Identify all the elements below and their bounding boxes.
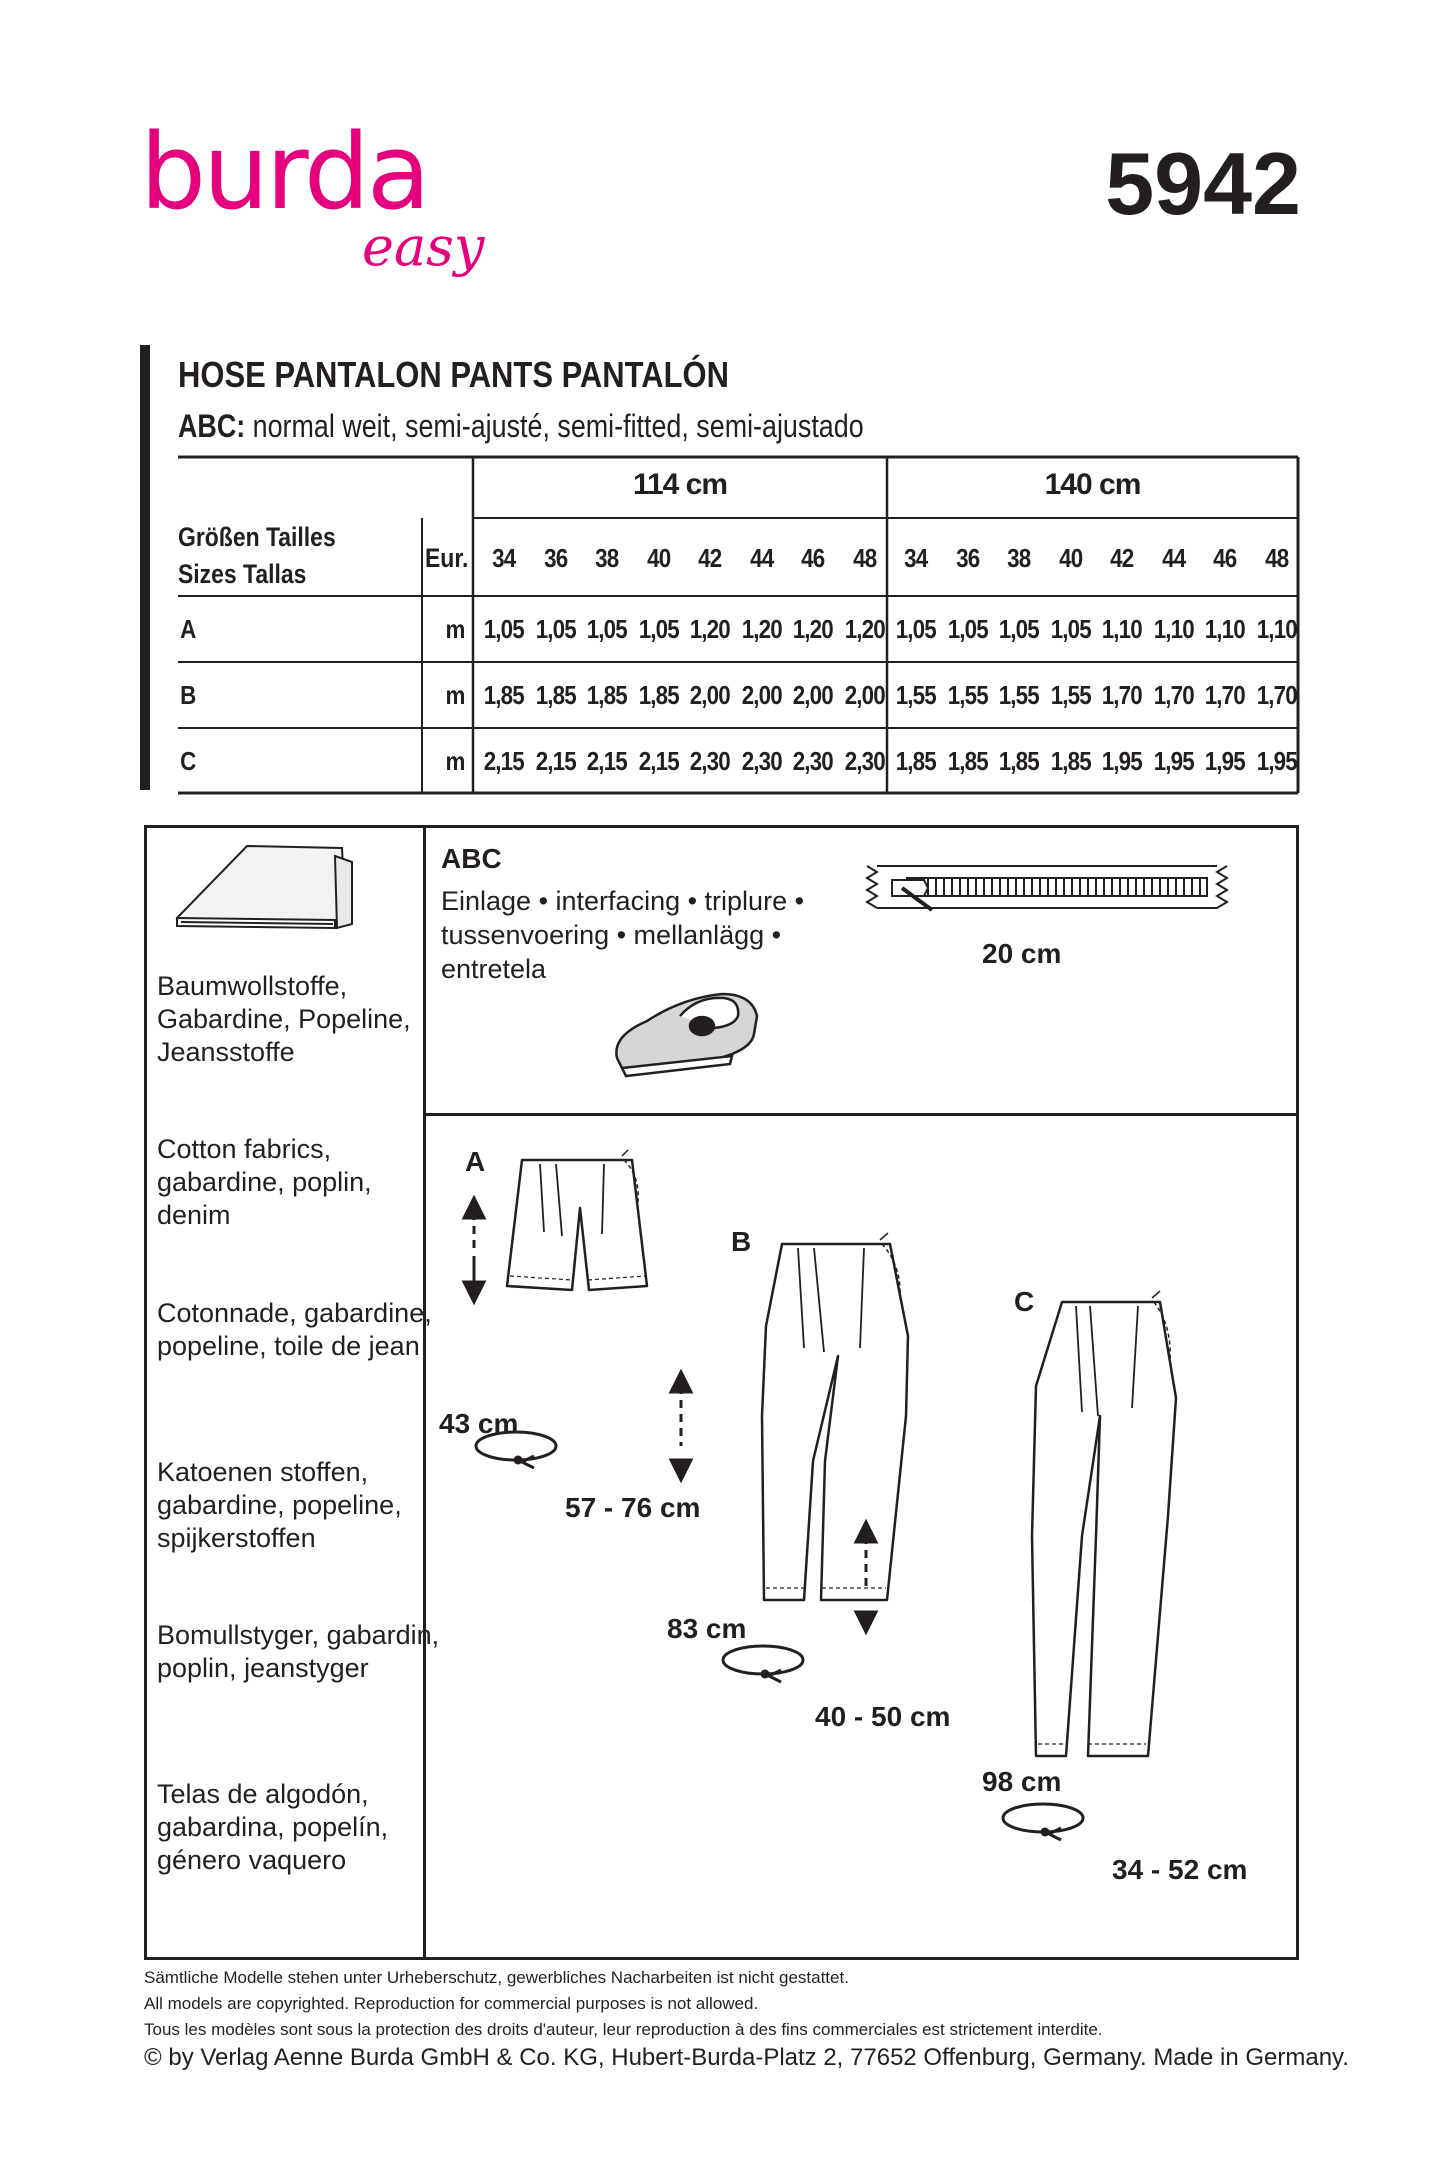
interfacing-line-1: Einlage • interfacing • triplure • (441, 886, 805, 916)
fit-views: ABC: (178, 408, 246, 444)
length-c: 98 cm (982, 1766, 1062, 1797)
footer-copyright-en: All models are copyrighted. Reproduction for commercial purposes is not allowed. (144, 1994, 759, 2013)
sizes-label-1: Größen Tailles (178, 522, 336, 552)
yardage-140-c-48: 1,95 (1256, 746, 1297, 776)
fabric-notions-box (144, 825, 1299, 1960)
hem-loop-b (723, 1646, 803, 1682)
yardage-114-b-34: 1,85 (483, 680, 524, 710)
width-140: 140 cm (1044, 468, 1141, 501)
size-140-42: 42 (1110, 543, 1134, 573)
yardage-140-b-36: 1,55 (947, 680, 988, 710)
zipper-length: 20 cm (982, 938, 1062, 969)
yardage-114-c-42: 2,30 (689, 746, 730, 776)
pattern-number: 5942 (1105, 134, 1301, 233)
yardage-140-b-48: 1,70 (1256, 680, 1297, 710)
size-114-34: 34 (492, 543, 516, 573)
fit-text: normal weit, semi-ajusté, semi-fitted, semi-ajustado (245, 408, 864, 444)
yardage-140-b-38: 1,55 (998, 680, 1039, 710)
view-a-sketch (507, 1150, 647, 1290)
size-114-48: 48 (852, 543, 876, 573)
yardage-140-a-42: 1,10 (1101, 614, 1142, 644)
row-label-b: B (180, 680, 196, 710)
yardage-114-a-36: 1,05 (535, 614, 576, 644)
fabric-text-sv: Bomullstyger, gabardin, poplin, jeanstyger (157, 1620, 440, 1683)
yardage-140-a-44: 1,10 (1153, 614, 1194, 644)
width-114: 114 cm (632, 468, 728, 501)
yardage-114-b-38: 1,85 (586, 680, 627, 710)
yardage-114-b-40: 1,85 (638, 680, 679, 710)
size-140-36: 36 (955, 543, 979, 573)
footer-publisher: © by Verlag Aenne Burda GmbH & Co. KG, Hubert-Burda-Platz 2, 77652 Offenburg, Germany. Made in Germany. (144, 2044, 1349, 2071)
yardage-140-a-48: 1,10 (1256, 614, 1297, 644)
yardage-114-c-38: 2,15 (586, 746, 627, 776)
fabric-text-de: Baumwollstoffe, Gabardine, Popeline, Jeansstoffe (157, 971, 411, 1067)
length-arrow-a (464, 1198, 484, 1302)
fabric-text-nl: Katoenen stoffen, gabardine, popeline, spijkerstoffen (157, 1457, 402, 1553)
row-unit-a: m (445, 614, 465, 644)
footer-copyright-fr: Tous les modèles sont sous la protection des droits d'auteur, leur reproduction à des fins commerciales est strictement interdite. (144, 2020, 1103, 2039)
iron-icon (602, 976, 772, 1086)
yardage-114-b-48: 2,00 (844, 680, 885, 710)
yardage-114-a-42: 1,20 (689, 614, 730, 644)
yardage-114-b-36: 1,85 (535, 680, 576, 710)
row-label-c: C (180, 746, 196, 776)
size-140-48: 48 (1264, 543, 1288, 573)
yardage-114-a-46: 1,20 (792, 614, 833, 644)
size-114-44: 44 (749, 543, 773, 573)
view-c-sketch (1032, 1291, 1176, 1756)
interfacing-text (441, 884, 804, 986)
yardage-140-c-36: 1,85 (947, 746, 988, 776)
yardage-140-b-40: 1,55 (1050, 680, 1091, 710)
length-a: 43 cm (439, 1408, 519, 1439)
size-140-34: 34 (904, 543, 928, 573)
size-140-46: 46 (1213, 543, 1237, 573)
row-unit-b: m (445, 680, 465, 710)
hem-loop-c (1003, 1804, 1083, 1840)
yardage-140-a-46: 1,10 (1204, 614, 1245, 644)
size-114-42: 42 (698, 543, 722, 573)
fabric-text-es: Telas de algodón, gabardina, popelín, género vaquero (157, 1779, 389, 1875)
eur-label: Eur. (425, 543, 469, 573)
fabric-text-fr: Cotonnade, gabardine, popeline, toile de jean (157, 1298, 432, 1361)
row-unit-c: m (445, 746, 465, 776)
fabric-roll-icon (167, 836, 367, 941)
yardage-140-c-34: 1,85 (895, 746, 936, 776)
hem-width-b: 40 - 50 cm (815, 1701, 951, 1732)
yardage-114-b-42: 2,00 (689, 680, 730, 710)
view-b-sketch (762, 1233, 908, 1600)
hem-width-c: 34 - 52 cm (1112, 1854, 1248, 1885)
size-114-36: 36 (543, 543, 567, 573)
yardage-140-a-38: 1,05 (998, 614, 1039, 644)
yardage-140-c-44: 1,95 (1153, 746, 1194, 776)
yardage-114-b-44: 2,00 (741, 680, 782, 710)
length-b: 83 cm (667, 1613, 747, 1644)
yardage-140-b-34: 1,55 (895, 680, 936, 710)
yardage-114-c-36: 2,15 (535, 746, 576, 776)
brand-name: burda (140, 111, 428, 233)
yardage-114-a-34: 1,05 (483, 614, 524, 644)
brand-sub: easy (362, 215, 485, 278)
yardage-114-a-38: 1,05 (586, 614, 627, 644)
interfacing-line-3: entretela (441, 954, 547, 984)
footer-copyright-de: Sämtliche Modelle stehen unter Urheberschutz, gewerbliches Nacharbeiten ist nicht gestattet. (144, 1968, 849, 1987)
yardage-114-c-44: 2,30 (741, 746, 782, 776)
garment-sketches (426, 1116, 1296, 1956)
notions-views: ABC (441, 843, 502, 874)
view-label-c: C (1014, 1286, 1035, 1317)
yardage-114-c-46: 2,30 (792, 746, 833, 776)
fabric-text-en: Cotton fabrics, gabardine, poplin, denim (157, 1134, 372, 1230)
view-label-b: B (731, 1226, 752, 1257)
size-114-40: 40 (646, 543, 670, 573)
zipper-icon (862, 858, 1232, 918)
yardage-140-a-34: 1,05 (895, 614, 936, 644)
yardage-114-c-40: 2,15 (638, 746, 679, 776)
yardage-114-c-34: 2,15 (483, 746, 524, 776)
interfacing-line-2: tussenvoering • mellanlägg • (441, 920, 782, 950)
size-114-38: 38 (595, 543, 619, 573)
yardage-140-c-40: 1,85 (1050, 746, 1091, 776)
yardage-140-a-40: 1,05 (1050, 614, 1091, 644)
row-label-a: A (180, 614, 196, 644)
yardage-140-a-36: 1,05 (947, 614, 988, 644)
yardage-140-c-38: 1,85 (998, 746, 1039, 776)
yardage-114-a-44: 1,20 (741, 614, 782, 644)
yardage-140-c-46: 1,95 (1204, 746, 1245, 776)
yardage-140-c-42: 1,95 (1101, 746, 1142, 776)
size-140-44: 44 (1161, 543, 1185, 573)
length-arrow-b (671, 1372, 691, 1480)
view-label-a: A (465, 1146, 486, 1177)
page-title: HOSE PANTALON PANTS PANTALÓN (178, 354, 729, 395)
yardage-114-c-48: 2,30 (844, 746, 885, 776)
yardage-140-b-46: 1,70 (1204, 680, 1245, 710)
hem-width-a: 57 - 76 cm (565, 1492, 701, 1523)
size-114-46: 46 (801, 543, 825, 573)
sizes-label-2: Sizes Tallas (178, 559, 307, 589)
yardage-114-b-46: 2,00 (792, 680, 833, 710)
yardage-114-a-40: 1,05 (638, 614, 679, 644)
size-140-40: 40 (1058, 543, 1082, 573)
yardage-140-b-44: 1,70 (1153, 680, 1194, 710)
size-140-38: 38 (1007, 543, 1031, 573)
yardage-114-a-48: 1,20 (844, 614, 885, 644)
yardage-140-b-42: 1,70 (1101, 680, 1142, 710)
